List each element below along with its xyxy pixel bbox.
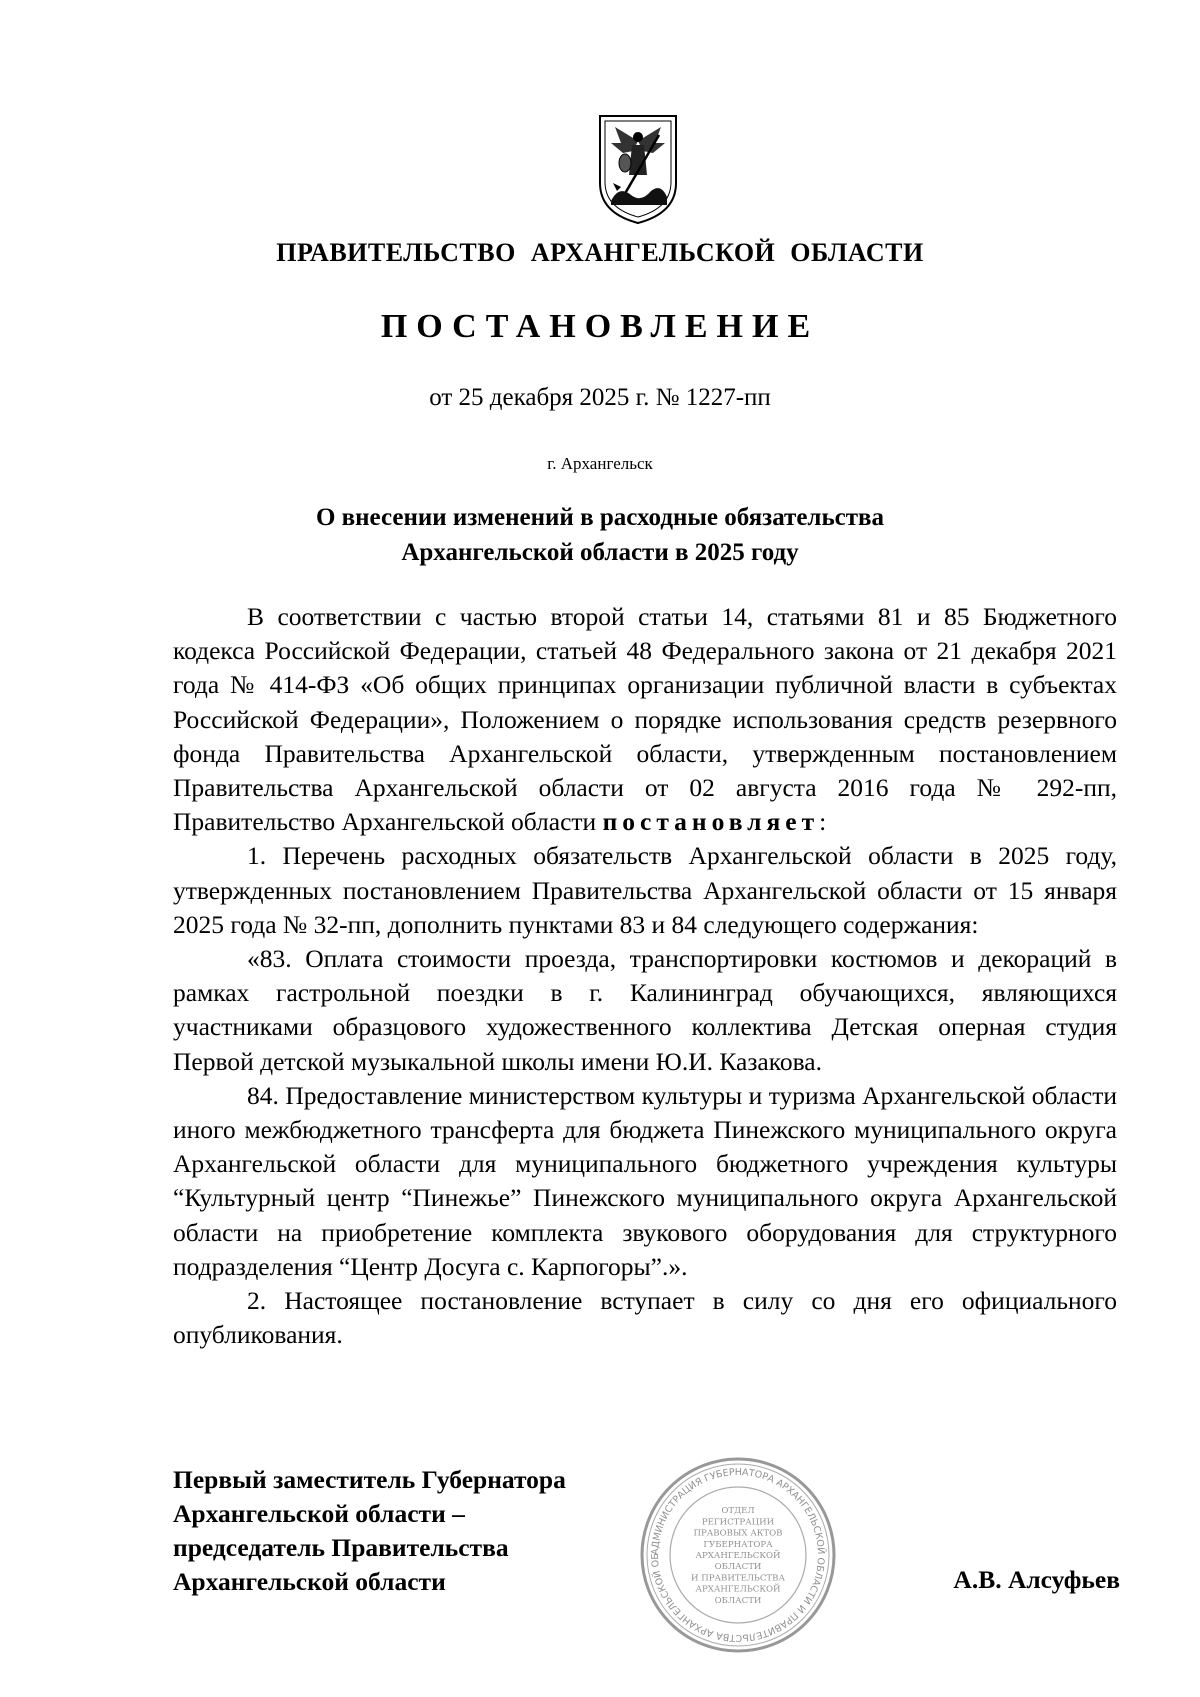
svg-text:И ПРАВИТЕЛЬСТВА: И ПРАВИТЕЛЬСТВА [691,1573,785,1584]
svg-text:АРХАНГЕЛЬСКОЙ: АРХАНГЕЛЬСКОЙ [695,1584,781,1595]
svg-text:ОБЛАСТИ: ОБЛАСТИ [714,1595,762,1606]
svg-text:ОБЛАСТИ: ОБЛАСТИ [714,1562,762,1573]
preamble-paragraph [173,600,1117,839]
resolves-colon: : [819,807,827,837]
item-1-paragraph: 1. Перечень расходных обязательств Архангельской области в 2025 году, утвержденных постановлением Правительства Архангельской области от 15 января 2025 года № 32-пп, дополнить пунктами 83 и 84 следующего содержания: [173,841,1117,939]
svg-text:РЕГИСТРАЦИИ: РЕГИСТРАЦИИ [701,1517,775,1528]
document-date-number: от 25 декабря 2025 г. № 1227-пп [429,384,771,411]
coat-of-arms-icon [597,113,679,226]
preamble-text: В соответствии с частью второй статьи 14, статьями 81 и 85 Бюджетного кодекса Российской Федерации, статьей 48 Федерального закона от 21 декабря 2021 года № 414-ФЗ «Об общих принципах организации публичной власти в субъектах Российской Федерации», Положением о порядке использования средств резервного фонда Правительства Архангельской области, утвержденным постановлением Правительства Архангельской области от 02 августа 2016 года № 292-пп, Правительство Архангельской области [173,602,1117,837]
subject-line-1: О внесении изменений в расходные обязательства [315,504,885,531]
resolves-word: постановляет [602,807,820,837]
svg-text:ПРАВОВЫХ АКТОВ: ПРАВОВЫХ АКТОВ [693,1528,783,1539]
svg-text:АРХАНГЕЛЬСКОЙ: АРХАНГЕЛЬСКОЙ [695,1551,781,1561]
item-2-paragraph: 2. Настоящее постановление вступает в силу со дня его официального опубликования. [173,1286,1117,1350]
signatory-position-line: Первый заместитель Губернатора [173,1465,566,1494]
government-name: ПРАВИТЕЛЬСТВО АРХАНГЕЛЬСКОЙ ОБЛАСТИ [276,238,924,267]
signatory-position-line: Архангельской области – [173,1499,465,1528]
document-subject [0,500,1200,570]
signatory-position [173,1463,566,1599]
item-84-paragraph: 84. Предоставление министерством культуры и туризма Архангельской области иного межбюджетного трансферта для бюджета Пинежского муниципального округа Архангельской области для муниципального бюджетного учреждения культуры “Культурный центр “Пинежье” Пинежского муниципального округа Архангельской области на приобретение комплекта звукового оборудования для структурного подразделения “Центр Досуга с. Карпогоры”.». [173,1080,1117,1281]
official-seal-icon [638,1455,838,1655]
document-type: ПОСТАНОВЛЕНИЕ [380,308,820,345]
document-body [173,600,1117,1352]
signatory-position-line: председатель Правительства [173,1533,509,1562]
svg-text:АДМИНИСТРАЦИЯ ГУБЕРНАТОРА АРХА: АДМИНИСТРАЦИЯ ГУБЕРНАТОРА АРХАНГЕЛЬСКОЙ ОБЛАСТИ И ПРАВИТЕЛЬСТВА АРХАНГЕЛЬСКОЙ ОБ [649,1466,827,1644]
subject-line-2: Архангельской области в 2025 году [401,539,799,566]
signatory-name: А.В. Алсуфьев [953,1565,1120,1594]
item-83-paragraph: «83. Оплата стоимости проезда, транспортировки костюмов и декораций в рамках гастрольной поездки в г. Калининград обучающихся, являющихся участниками образцового художественного коллектива Детская оперная студия Первой детской музыкальной школы имени Ю.И. Казакова. [173,944,1117,1076]
document-city: г. Архангельск [547,454,653,473]
signatory-position-line: Архангельской области [173,1567,446,1596]
svg-text:ГУБЕРНАТОРА: ГУБЕРНАТОРА [703,1539,773,1550]
svg-text:ОТДЕЛ: ОТДЕЛ [721,1506,755,1517]
